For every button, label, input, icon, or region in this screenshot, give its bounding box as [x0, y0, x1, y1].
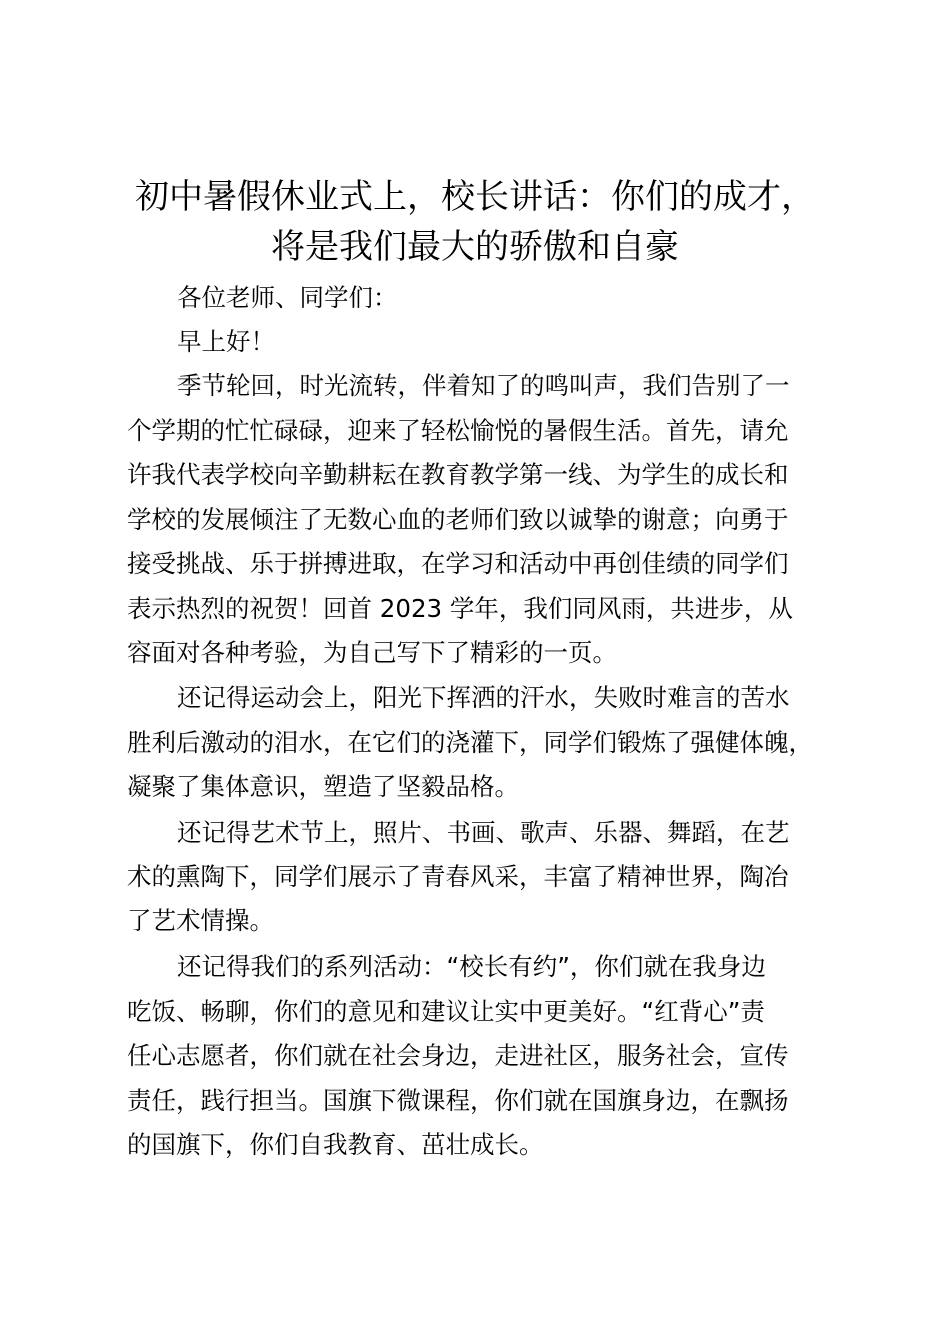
body-line: 胜利后激动的泪水，在它们的浇灌下，同学们锻炼了强健体魄，	[127, 728, 813, 757]
body-line: 许我代表学校向辛勤耕耘在教育教学第一线、为学生的成长和	[127, 460, 789, 489]
body-line: 表示热烈的祝贺！回首 2023 学年，我们同风雨，共进步，从	[127, 594, 793, 623]
body-line: 凝聚了集体意识，塑造了坚毅品格。	[127, 772, 519, 801]
title-line-1: 初中暑假休业式上，校长讲话：你们的成才，	[135, 177, 815, 217]
body-line: 任心志愿者，你们就在社会身边，走进社区，服务社会，宣传	[127, 1041, 789, 1070]
body-line: 还记得艺术节上，照片、书画、歌声、乐器、舞蹈，在艺	[177, 818, 790, 847]
body-line: 术的熏陶下，同学们展示了青春风采，丰富了精神世界，陶冶	[127, 862, 789, 891]
body-line: 还记得运动会上，阳光下挥洒的汗水，失败时难言的苦水	[177, 683, 790, 712]
body-line: 容面对各种考验，为自己写下了精彩的一页。	[127, 638, 617, 667]
body-line: 吃饭、畅聊，你们的意见和建议让实中更美好。“红背心”责	[127, 997, 765, 1026]
body-line: 接受挑战、乐于拼搏进取，在学习和活动中再创佳绩的同学们	[127, 549, 789, 578]
salutation: 各位老师、同学们：	[177, 283, 398, 312]
body-line: 个学期的忙忙碌碌，迎来了轻松愉悦的暑假生活。首先，请允	[127, 416, 789, 445]
body-line: 的国旗下，你们自我教育、茁壮成长。	[127, 1130, 544, 1159]
body-line: 还记得我们的系列活动：“校长有约”，你们就在我身边	[177, 952, 766, 981]
greeting: 早上好！	[177, 327, 275, 356]
body-line: 了艺术情操。	[127, 906, 274, 935]
title-line-2: 将是我们最大的骄傲和自豪	[271, 227, 679, 267]
body-line: 季节轮回，时光流转，伴着知了的鸣叫声，我们告别了一	[177, 371, 790, 400]
body-line: 学校的发展倾注了无数心血的老师们致以诚挚的谢意；向勇于	[127, 505, 789, 534]
body-line: 责任，践行担当。国旗下微课程，你们就在国旗身边，在飘扬	[127, 1086, 789, 1115]
